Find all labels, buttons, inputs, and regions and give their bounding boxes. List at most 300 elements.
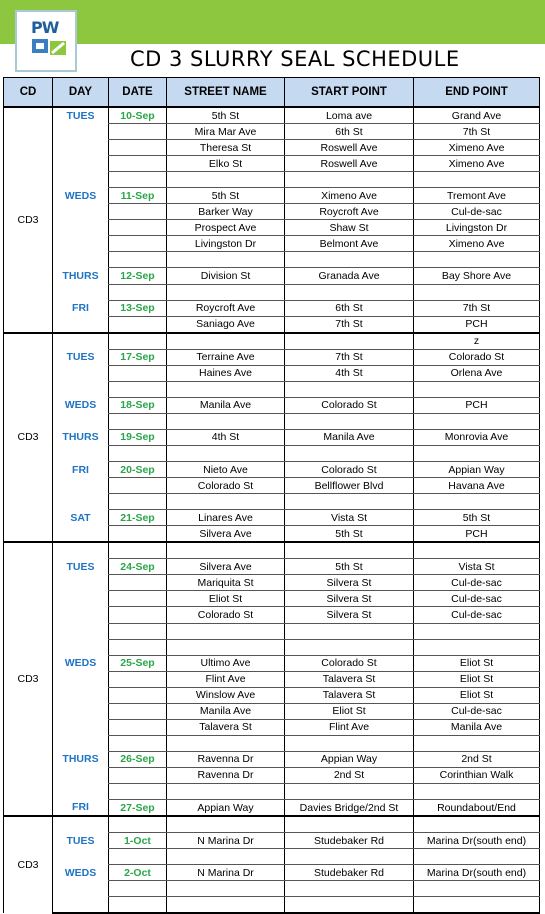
street-cell: Elko St: [167, 156, 285, 172]
date-cell: [109, 735, 167, 751]
table-row: [4, 671, 540, 687]
start-cell: [285, 172, 414, 188]
street-cell: Roycroft Ave: [167, 300, 285, 316]
date-cell: [109, 816, 167, 833]
end-cell: Tremont Ave: [414, 188, 540, 204]
end-cell: Cul-de-sac: [414, 204, 540, 220]
start-cell: Silvera St: [285, 575, 414, 591]
table-row: [4, 607, 540, 623]
table-row: [4, 156, 540, 172]
street-cell: Appian Way: [167, 800, 285, 817]
date-cell: 12-Sep: [109, 268, 167, 284]
day-cell: [53, 156, 109, 172]
end-cell: Eliot St: [414, 655, 540, 671]
start-cell: Roswell Ave: [285, 140, 414, 156]
table-row: [4, 107, 540, 124]
start-cell: Studebaker Rd: [285, 865, 414, 881]
start-cell: [285, 881, 414, 897]
day-cell: [53, 478, 109, 494]
end-cell: [414, 252, 540, 268]
street-cell: Eliot St: [167, 591, 285, 607]
street-cell: Nieto Ave: [167, 462, 285, 478]
day-cell: [53, 881, 109, 897]
street-cell: 5th St: [167, 188, 285, 204]
day-cell: [53, 445, 109, 461]
day-cell: WEDS: [64, 866, 97, 879]
street-cell: [167, 413, 285, 429]
day-cell: FRI: [72, 463, 89, 476]
street-cell: Winslow Ave: [167, 687, 285, 703]
start-cell: [285, 413, 414, 429]
date-cell: 26-Sep: [109, 751, 167, 767]
day-cell: [53, 849, 109, 865]
end-cell: 5th St: [414, 510, 540, 526]
day-cell: [53, 365, 109, 381]
day-cell: [53, 316, 109, 333]
date-cell: [109, 333, 167, 350]
date-cell: 19-Sep: [109, 429, 167, 445]
end-cell: Eliot St: [414, 687, 540, 703]
street-cell: Ravenna Dr: [167, 767, 285, 783]
street-cell: [167, 639, 285, 655]
start-cell: [285, 816, 414, 833]
end-cell: z: [414, 333, 540, 350]
column-header-day: DAY: [53, 78, 109, 108]
date-cell: [109, 526, 167, 543]
table-row: [4, 767, 540, 783]
day-cell: [53, 333, 109, 350]
start-cell: [285, 445, 414, 461]
street-cell: Silvera Ave: [167, 559, 285, 575]
date-cell: 18-Sep: [109, 397, 167, 413]
street-cell: Prospect Ave: [167, 220, 285, 236]
column-header-date: DATE: [109, 78, 167, 108]
table-row: [4, 687, 540, 703]
street-cell: [167, 445, 285, 461]
street-cell: Ravenna Dr: [167, 751, 285, 767]
end-cell: Manila Ave: [414, 719, 540, 735]
start-cell: Shaw St: [285, 220, 414, 236]
start-cell: 5th St: [285, 526, 414, 543]
day-cell: TUES: [66, 834, 95, 847]
start-cell: Ximeno Ave: [285, 188, 414, 204]
day-cell: [53, 494, 109, 510]
day-cell: [53, 623, 109, 639]
start-cell: [285, 284, 414, 300]
street-cell: [167, 783, 285, 799]
start-cell: [285, 252, 414, 268]
end-cell: [414, 172, 540, 188]
date-cell: [109, 881, 167, 897]
logo-gear-icon: [18, 13, 74, 69]
table-row: [4, 478, 540, 494]
table-row: [4, 349, 540, 365]
street-cell: Manila Ave: [167, 397, 285, 413]
start-cell: [285, 542, 414, 559]
start-cell: Eliot St: [285, 703, 414, 719]
table-row: [4, 300, 540, 316]
end-cell: PCH: [414, 397, 540, 413]
day-cell: THURS: [62, 431, 99, 444]
day-cell: [53, 687, 109, 703]
end-cell: [414, 639, 540, 655]
street-cell: Colorado St: [167, 607, 285, 623]
table-row: [4, 268, 540, 284]
end-cell: Ximeno Ave: [414, 236, 540, 252]
end-cell: PCH: [414, 316, 540, 333]
start-cell: Bellflower Blvd: [285, 478, 414, 494]
table-row: [4, 284, 540, 300]
day-cell: THURS: [62, 753, 99, 766]
start-cell: 2nd St: [285, 767, 414, 783]
date-cell: [109, 542, 167, 559]
page-header: [0, 0, 545, 78]
start-cell: Talavera St: [285, 687, 414, 703]
day-cell: [53, 607, 109, 623]
day-cell: [53, 140, 109, 156]
date-cell: 24-Sep: [109, 559, 167, 575]
street-cell: [167, 494, 285, 510]
day-cell: [53, 767, 109, 783]
street-cell: Mira Mar Ave: [167, 124, 285, 140]
street-cell: [167, 542, 285, 559]
table-row: [4, 735, 540, 751]
table-row: [4, 703, 540, 719]
start-cell: Manila Ave: [285, 429, 414, 445]
start-cell: [285, 783, 414, 799]
start-cell: Belmont Ave: [285, 236, 414, 252]
street-cell: [167, 849, 285, 865]
date-cell: 2-Oct: [109, 865, 167, 881]
day-cell: SAT: [70, 511, 91, 524]
street-cell: Linares Ave: [167, 510, 285, 526]
date-cell: [109, 140, 167, 156]
date-cell: [109, 236, 167, 252]
end-cell: [414, 849, 540, 865]
date-cell: 11-Sep: [109, 188, 167, 204]
start-cell: [285, 735, 414, 751]
start-cell: Studebaker Rd: [285, 833, 414, 849]
date-cell: [109, 671, 167, 687]
start-cell: [285, 333, 414, 350]
street-cell: 5th St: [167, 107, 285, 124]
start-cell: Davies Bridge/2nd St: [285, 800, 414, 817]
street-cell: [167, 623, 285, 639]
end-cell: Roundabout/End: [414, 800, 540, 817]
day-cell: [53, 413, 109, 429]
start-cell: Colorado St: [285, 655, 414, 671]
start-cell: Colorado St: [285, 397, 414, 413]
table-row: [4, 365, 540, 381]
date-cell: [109, 204, 167, 220]
street-cell: Saniago Ave: [167, 316, 285, 333]
table-row: [4, 833, 540, 849]
end-cell: Appian Way: [414, 462, 540, 478]
table-row: [4, 188, 540, 204]
header-green-bar: [0, 0, 545, 44]
day-cell: [53, 542, 109, 559]
table-row: [4, 413, 540, 429]
end-cell: [414, 284, 540, 300]
slurry-seal-schedule-table: [3, 77, 540, 914]
table-row: [4, 333, 540, 350]
date-cell: [109, 252, 167, 268]
street-cell: [167, 252, 285, 268]
date-cell: [109, 897, 167, 914]
end-cell: Bay Shore Ave: [414, 268, 540, 284]
table-row: [4, 849, 540, 865]
table-row: [4, 897, 540, 914]
day-cell: TUES: [66, 351, 95, 364]
date-cell: [109, 478, 167, 494]
end-cell: [414, 897, 540, 914]
street-cell: Silvera Ave: [167, 526, 285, 543]
column-header-street-name: STREET NAME: [167, 78, 285, 108]
table-row: [4, 140, 540, 156]
street-cell: N Marina Dr: [167, 833, 285, 849]
table-row: [4, 397, 540, 413]
table-row: [4, 526, 540, 543]
table-row: [4, 462, 540, 478]
street-cell: [167, 897, 285, 914]
street-cell: [167, 284, 285, 300]
table-row: [4, 800, 540, 817]
day-cell: [53, 783, 109, 799]
date-cell: [109, 783, 167, 799]
table-row: [4, 316, 540, 333]
start-cell: 4th St: [285, 365, 414, 381]
start-cell: Flint Ave: [285, 719, 414, 735]
end-cell: 7th St: [414, 300, 540, 316]
date-cell: [109, 575, 167, 591]
cd-cell: CD3: [4, 816, 53, 913]
day-cell: WEDS: [64, 399, 97, 412]
table-row: [4, 816, 540, 833]
table-row: [4, 494, 540, 510]
street-cell: [167, 381, 285, 397]
date-cell: [109, 124, 167, 140]
start-cell: [285, 897, 414, 914]
date-cell: 27-Sep: [109, 800, 167, 817]
end-cell: Havana Ave: [414, 478, 540, 494]
table-header-row: [4, 78, 540, 108]
day-cell: TUES: [53, 107, 109, 124]
start-cell: 6th St: [285, 300, 414, 316]
date-cell: 1-Oct: [109, 833, 167, 849]
day-cell: [53, 897, 109, 914]
date-cell: 17-Sep: [109, 349, 167, 365]
schedule-body: [4, 107, 540, 913]
day-cell: [53, 252, 109, 268]
start-cell: [285, 494, 414, 510]
end-cell: Monrovia Ave: [414, 429, 540, 445]
date-cell: [109, 220, 167, 236]
day-cell: [53, 816, 109, 833]
end-cell: Cul-de-sac: [414, 591, 540, 607]
end-cell: [414, 494, 540, 510]
day-cell: WEDS: [64, 657, 97, 670]
date-cell: [109, 719, 167, 735]
table-row: [4, 124, 540, 140]
start-cell: Appian Way: [285, 751, 414, 767]
day-cell: [53, 591, 109, 607]
street-cell: [167, 333, 285, 350]
start-cell: Granada Ave: [285, 268, 414, 284]
end-cell: [414, 381, 540, 397]
street-cell: [167, 881, 285, 897]
end-cell: Cul-de-sac: [414, 607, 540, 623]
table-row: [4, 639, 540, 655]
start-cell: Roswell Ave: [285, 156, 414, 172]
table-row: [4, 559, 540, 575]
table-row: [4, 865, 540, 881]
end-cell: [414, 816, 540, 833]
day-cell: [53, 735, 109, 751]
date-cell: [109, 445, 167, 461]
date-cell: [109, 767, 167, 783]
date-cell: 20-Sep: [109, 462, 167, 478]
date-cell: [109, 687, 167, 703]
end-cell: [414, 445, 540, 461]
end-cell: [414, 413, 540, 429]
table-row: [4, 783, 540, 799]
street-cell: Barker Way: [167, 204, 285, 220]
day-cell: [53, 703, 109, 719]
end-cell: [414, 735, 540, 751]
street-cell: Ultimo Ave: [167, 655, 285, 671]
street-cell: Colorado St: [167, 478, 285, 494]
day-cell: TUES: [66, 560, 95, 573]
day-cell: THURS: [62, 269, 99, 282]
table-row: [4, 542, 540, 559]
start-cell: [285, 623, 414, 639]
public-works-logo: [15, 10, 77, 72]
table-row: [4, 751, 540, 767]
date-cell: [109, 284, 167, 300]
street-cell: Haines Ave: [167, 365, 285, 381]
street-cell: Manila Ave: [167, 703, 285, 719]
end-cell: 2nd St: [414, 751, 540, 767]
table-row: [4, 445, 540, 461]
table-row: [4, 575, 540, 591]
date-cell: [109, 591, 167, 607]
start-cell: Colorado St: [285, 462, 414, 478]
date-cell: 10-Sep: [109, 107, 167, 124]
start-cell: Talavera St: [285, 671, 414, 687]
table-row: [4, 252, 540, 268]
table-row: [4, 719, 540, 735]
end-cell: PCH: [414, 526, 540, 543]
street-cell: [167, 172, 285, 188]
end-cell: Grand Ave: [414, 107, 540, 124]
end-cell: [414, 542, 540, 559]
date-cell: [109, 623, 167, 639]
start-cell: 6th St: [285, 124, 414, 140]
date-cell: [109, 607, 167, 623]
street-cell: [167, 816, 285, 833]
day-cell: [53, 526, 109, 543]
start-cell: [285, 849, 414, 865]
date-cell: [109, 365, 167, 381]
cd-cell: CD3: [4, 542, 53, 816]
start-cell: 7th St: [285, 349, 414, 365]
cd-cell: CD3: [4, 107, 53, 333]
table-row: [4, 204, 540, 220]
end-cell: Livingston Dr: [414, 220, 540, 236]
street-cell: N Marina Dr: [167, 865, 285, 881]
date-cell: [109, 156, 167, 172]
street-cell: Terraine Ave: [167, 349, 285, 365]
logo-text: PW: [31, 18, 59, 37]
end-cell: [414, 881, 540, 897]
table-row: [4, 881, 540, 897]
date-cell: 25-Sep: [109, 655, 167, 671]
start-cell: 7th St: [285, 316, 414, 333]
date-cell: [109, 849, 167, 865]
date-cell: [109, 494, 167, 510]
date-cell: [109, 316, 167, 333]
column-header-end-point: END POINT: [414, 78, 540, 108]
table-row: [4, 172, 540, 188]
end-cell: Marina Dr(south end): [414, 865, 540, 881]
table-row: [4, 220, 540, 236]
end-cell: Eliot St: [414, 671, 540, 687]
end-cell: 7th St: [414, 124, 540, 140]
date-cell: [109, 413, 167, 429]
start-cell: [285, 639, 414, 655]
day-cell: [53, 381, 109, 397]
day-cell: [53, 172, 109, 188]
day-cell: FRI: [72, 302, 89, 315]
street-cell: Talavera St: [167, 719, 285, 735]
street-cell: [167, 735, 285, 751]
day-cell: [53, 220, 109, 236]
date-cell: [109, 172, 167, 188]
end-cell: Colorado St: [414, 349, 540, 365]
end-cell: Corinthian Walk: [414, 767, 540, 783]
cd-cell: CD3: [4, 333, 53, 543]
day-cell: [53, 575, 109, 591]
end-cell: Marina Dr(south end): [414, 833, 540, 849]
end-cell: Cul-de-sac: [414, 703, 540, 719]
end-cell: Vista St: [414, 559, 540, 575]
start-cell: Silvera St: [285, 591, 414, 607]
street-cell: Flint Ave: [167, 671, 285, 687]
start-cell: 5th St: [285, 559, 414, 575]
column-header-cd: CD: [4, 78, 53, 108]
table-row: [4, 591, 540, 607]
end-cell: Ximeno Ave: [414, 156, 540, 172]
end-cell: Ximeno Ave: [414, 140, 540, 156]
table-row: [4, 429, 540, 445]
date-cell: [109, 639, 167, 655]
day-cell: [53, 284, 109, 300]
start-cell: Vista St: [285, 510, 414, 526]
end-cell: [414, 623, 540, 639]
day-cell: FRI: [72, 801, 89, 814]
street-cell: 4th St: [167, 429, 285, 445]
street-cell: Mariquita St: [167, 575, 285, 591]
day-cell: [53, 204, 109, 220]
page-title: CD 3 SLURRY SEAL SCHEDULE: [130, 47, 460, 71]
table-row: [4, 510, 540, 526]
start-cell: Silvera St: [285, 607, 414, 623]
start-cell: Roycroft Ave: [285, 204, 414, 220]
date-cell: 13-Sep: [109, 300, 167, 316]
day-cell: [53, 639, 109, 655]
table-row: [4, 655, 540, 671]
end-cell: [414, 783, 540, 799]
